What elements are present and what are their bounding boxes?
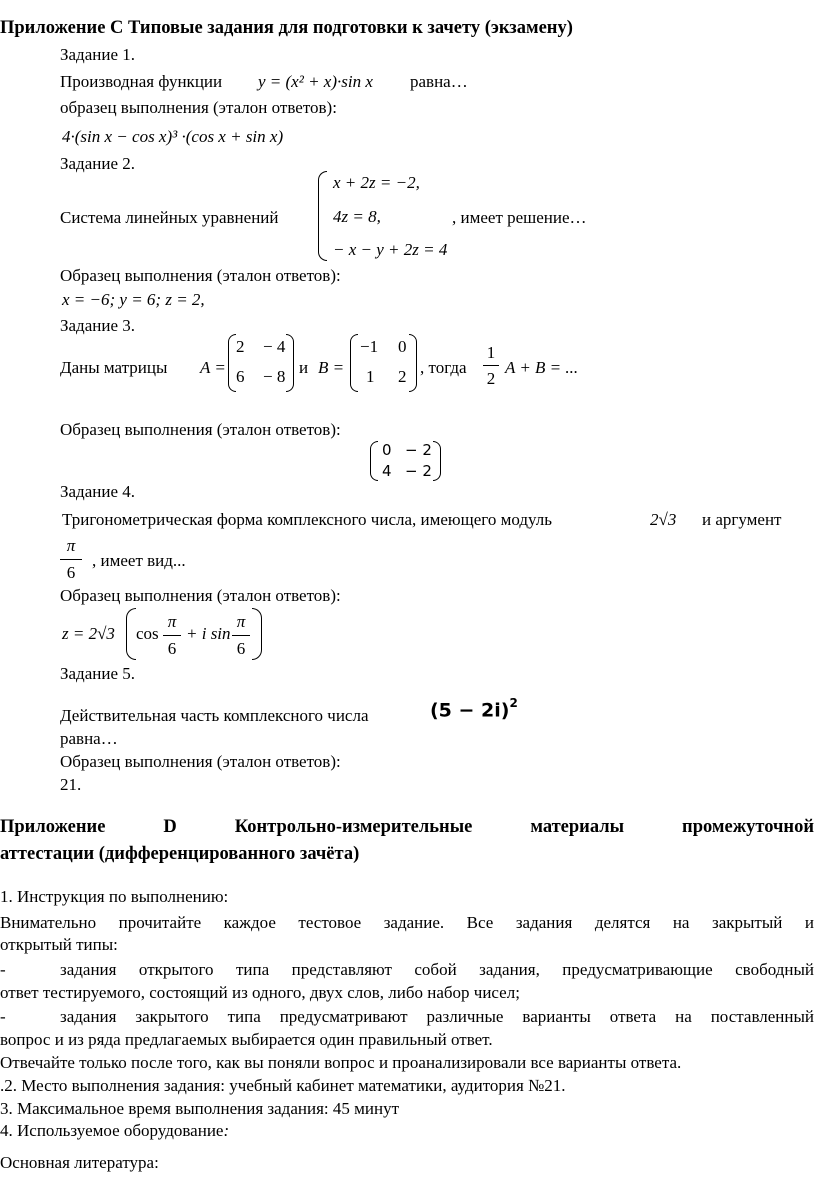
task2-equation-2: 4z = 8, (333, 207, 381, 226)
matrix-a-cell: 2 (236, 337, 245, 356)
task4-answer-prefix: z = 2√3 (62, 624, 115, 643)
answer-matrix-cell: 4 (382, 462, 392, 480)
task2-answer: x = −6; y = 6; z = 2, (62, 290, 205, 309)
answer-fraction-bar-1 (163, 635, 181, 636)
paragraph-1-line-1: Внимательно прочитайте каждое тестовое задание. Все задания делятся на закрытый и (0, 913, 814, 932)
task4-answer-cos: cos (136, 624, 159, 643)
task5-expression: $(5 - 2i)^2$ (430, 696, 518, 722)
arg-numerator: π (66, 536, 76, 555)
answer-six-1: 6 (167, 639, 177, 658)
answer-left-paren (126, 608, 136, 660)
task1-question-suffix: равна… (410, 72, 468, 91)
matrix-b-cell: 0 (398, 337, 407, 356)
bullet-dash-2: - (0, 1007, 6, 1026)
appendix-c-title: Приложение С Типовые задания для подготовки к зачету (экзамену) (0, 18, 573, 38)
answer-pi-2: π (236, 612, 246, 631)
matrix-b-left-paren (350, 334, 358, 392)
task4-question-suffix: , имеет вид... (92, 551, 186, 570)
item-4: 4. Используемое оборудование: (0, 1121, 230, 1140)
task1-question-prefix: Производная функции (60, 72, 223, 91)
task3-then: , тогда (420, 358, 467, 377)
conjunction-and: и (299, 358, 309, 377)
task5-sample-label: Образец выполнения (эталон ответов): (60, 752, 341, 771)
task1-answer: 4·(sin x − cos x)³ ·(cos x + sin x) (62, 127, 284, 146)
task2-question-prefix: Система линейных уравнений (60, 208, 279, 227)
task3-question-prefix: Даны матрицы (60, 358, 168, 377)
bullet-1-line-1: задания открытого типа представляют собой задания, предусматривающие свободный (60, 960, 814, 979)
bullet-2-line-2: вопрос и из ряда предлагаемых выбирается один правильный ответ. (0, 1030, 493, 1049)
task4-and-argument: и аргумент (702, 510, 782, 529)
matrix-a-right-paren (286, 334, 294, 392)
matrix-a-cell: − 4 (263, 337, 286, 356)
task4-label: Задание 4. (60, 482, 135, 501)
answer-six-2: 6 (236, 639, 246, 658)
answer-matrix-left-paren (370, 441, 378, 481)
matrix-b-name: B = (318, 358, 345, 377)
answer-pi-1: π (167, 612, 177, 631)
task1-sample-label: образец выполнения (эталон ответов): (60, 98, 337, 117)
appendix-d-title-line2: аттестации (дифференцированного зачёта) (0, 844, 360, 864)
task4-question-line1: Тригонометрическая форма комплексного числа, имеющего модуль (62, 510, 552, 529)
arg-denominator: 6 (66, 563, 76, 582)
task4-modulus: 2√3 (650, 510, 677, 529)
task5-question: Действительная часть комплексного числа (60, 706, 369, 725)
answer-right-paren (252, 608, 262, 660)
task5-label: Задание 5. (60, 664, 135, 683)
literature-heading: Основная литература: (0, 1153, 159, 1172)
answer-matrix-right-paren (433, 441, 441, 481)
task3-expression: A + B = ... (505, 358, 579, 377)
appendix-d-title-line1: Приложение D Контрольно-измерительные материалы промежуточной (0, 817, 814, 837)
task2-sample-label: Образец выполнения (эталон ответов): (60, 266, 341, 285)
matrix-a-left-paren (228, 334, 236, 392)
answer-fraction-bar-2 (232, 635, 250, 636)
answer-matrix-cell: − 2 (405, 441, 432, 459)
item-2: .2. Место выполнения задания: учебный кабинет математики, аудитория №21. (0, 1076, 566, 1095)
half-denominator: 2 (486, 369, 496, 388)
task4-sample-label: Образец выполнения (эталон ответов): (60, 586, 341, 605)
item-3: 3. Максимальное время выполнения задания: 45 минут (0, 1099, 400, 1118)
matrix-b-cell: 2 (398, 367, 407, 386)
task2-equation-3: − x − y + 2z = 4 (333, 240, 448, 259)
task4-answer-isin: + i sin (186, 624, 231, 643)
bullet-1-line-2: ответ тестируемого, состоящий из одного, двух слов, либо набор чисел; (0, 983, 520, 1002)
task2-equation-1: x + 2z = −2, (333, 173, 420, 192)
matrix-b-right-paren (409, 334, 417, 392)
task2-label: Задание 2. (60, 154, 135, 173)
task5-exponent: 2 (509, 696, 518, 710)
matrix-a-cell: 6 (236, 367, 245, 386)
instruction-heading: 1. Инструкция по выполнению: (0, 887, 229, 906)
task3-sample-label: Образец выполнения (эталон ответов): (60, 420, 341, 439)
answer-matrix-cell: − 2 (405, 462, 432, 480)
matrix-a-cell: − 8 (263, 367, 286, 386)
task3-label: Задание 3. (60, 316, 135, 335)
task1-formula: y = (x² + x)·sin x (258, 72, 373, 91)
bullet-dash-1: - (0, 960, 6, 979)
paragraph-1-line-2: открытый типы: (0, 935, 118, 954)
bullet-2-line-1: задания закрытого типа предусматривают различные варианты ответа на поставленный (60, 1007, 814, 1026)
task2-question-suffix: , имеет решение… (452, 208, 587, 227)
system-brace (318, 171, 327, 261)
task1-label: Задание 1. (60, 45, 135, 64)
half-numerator: 1 (486, 343, 496, 362)
task5-equals: равна… (60, 729, 118, 748)
answer-matrix-cell: 0 (382, 441, 392, 459)
half-fraction-bar (483, 365, 499, 366)
matrix-a-name: A = (200, 358, 226, 377)
matrix-b-cell: 1 (366, 367, 375, 386)
task5-answer: 21. (60, 775, 82, 794)
arg-fraction-bar (60, 559, 82, 560)
paragraph-2: Отвечайте только после того, как вы поняли вопрос и проанализировали все варианты ответа. (0, 1053, 682, 1072)
matrix-b-cell: −1 (360, 337, 379, 356)
